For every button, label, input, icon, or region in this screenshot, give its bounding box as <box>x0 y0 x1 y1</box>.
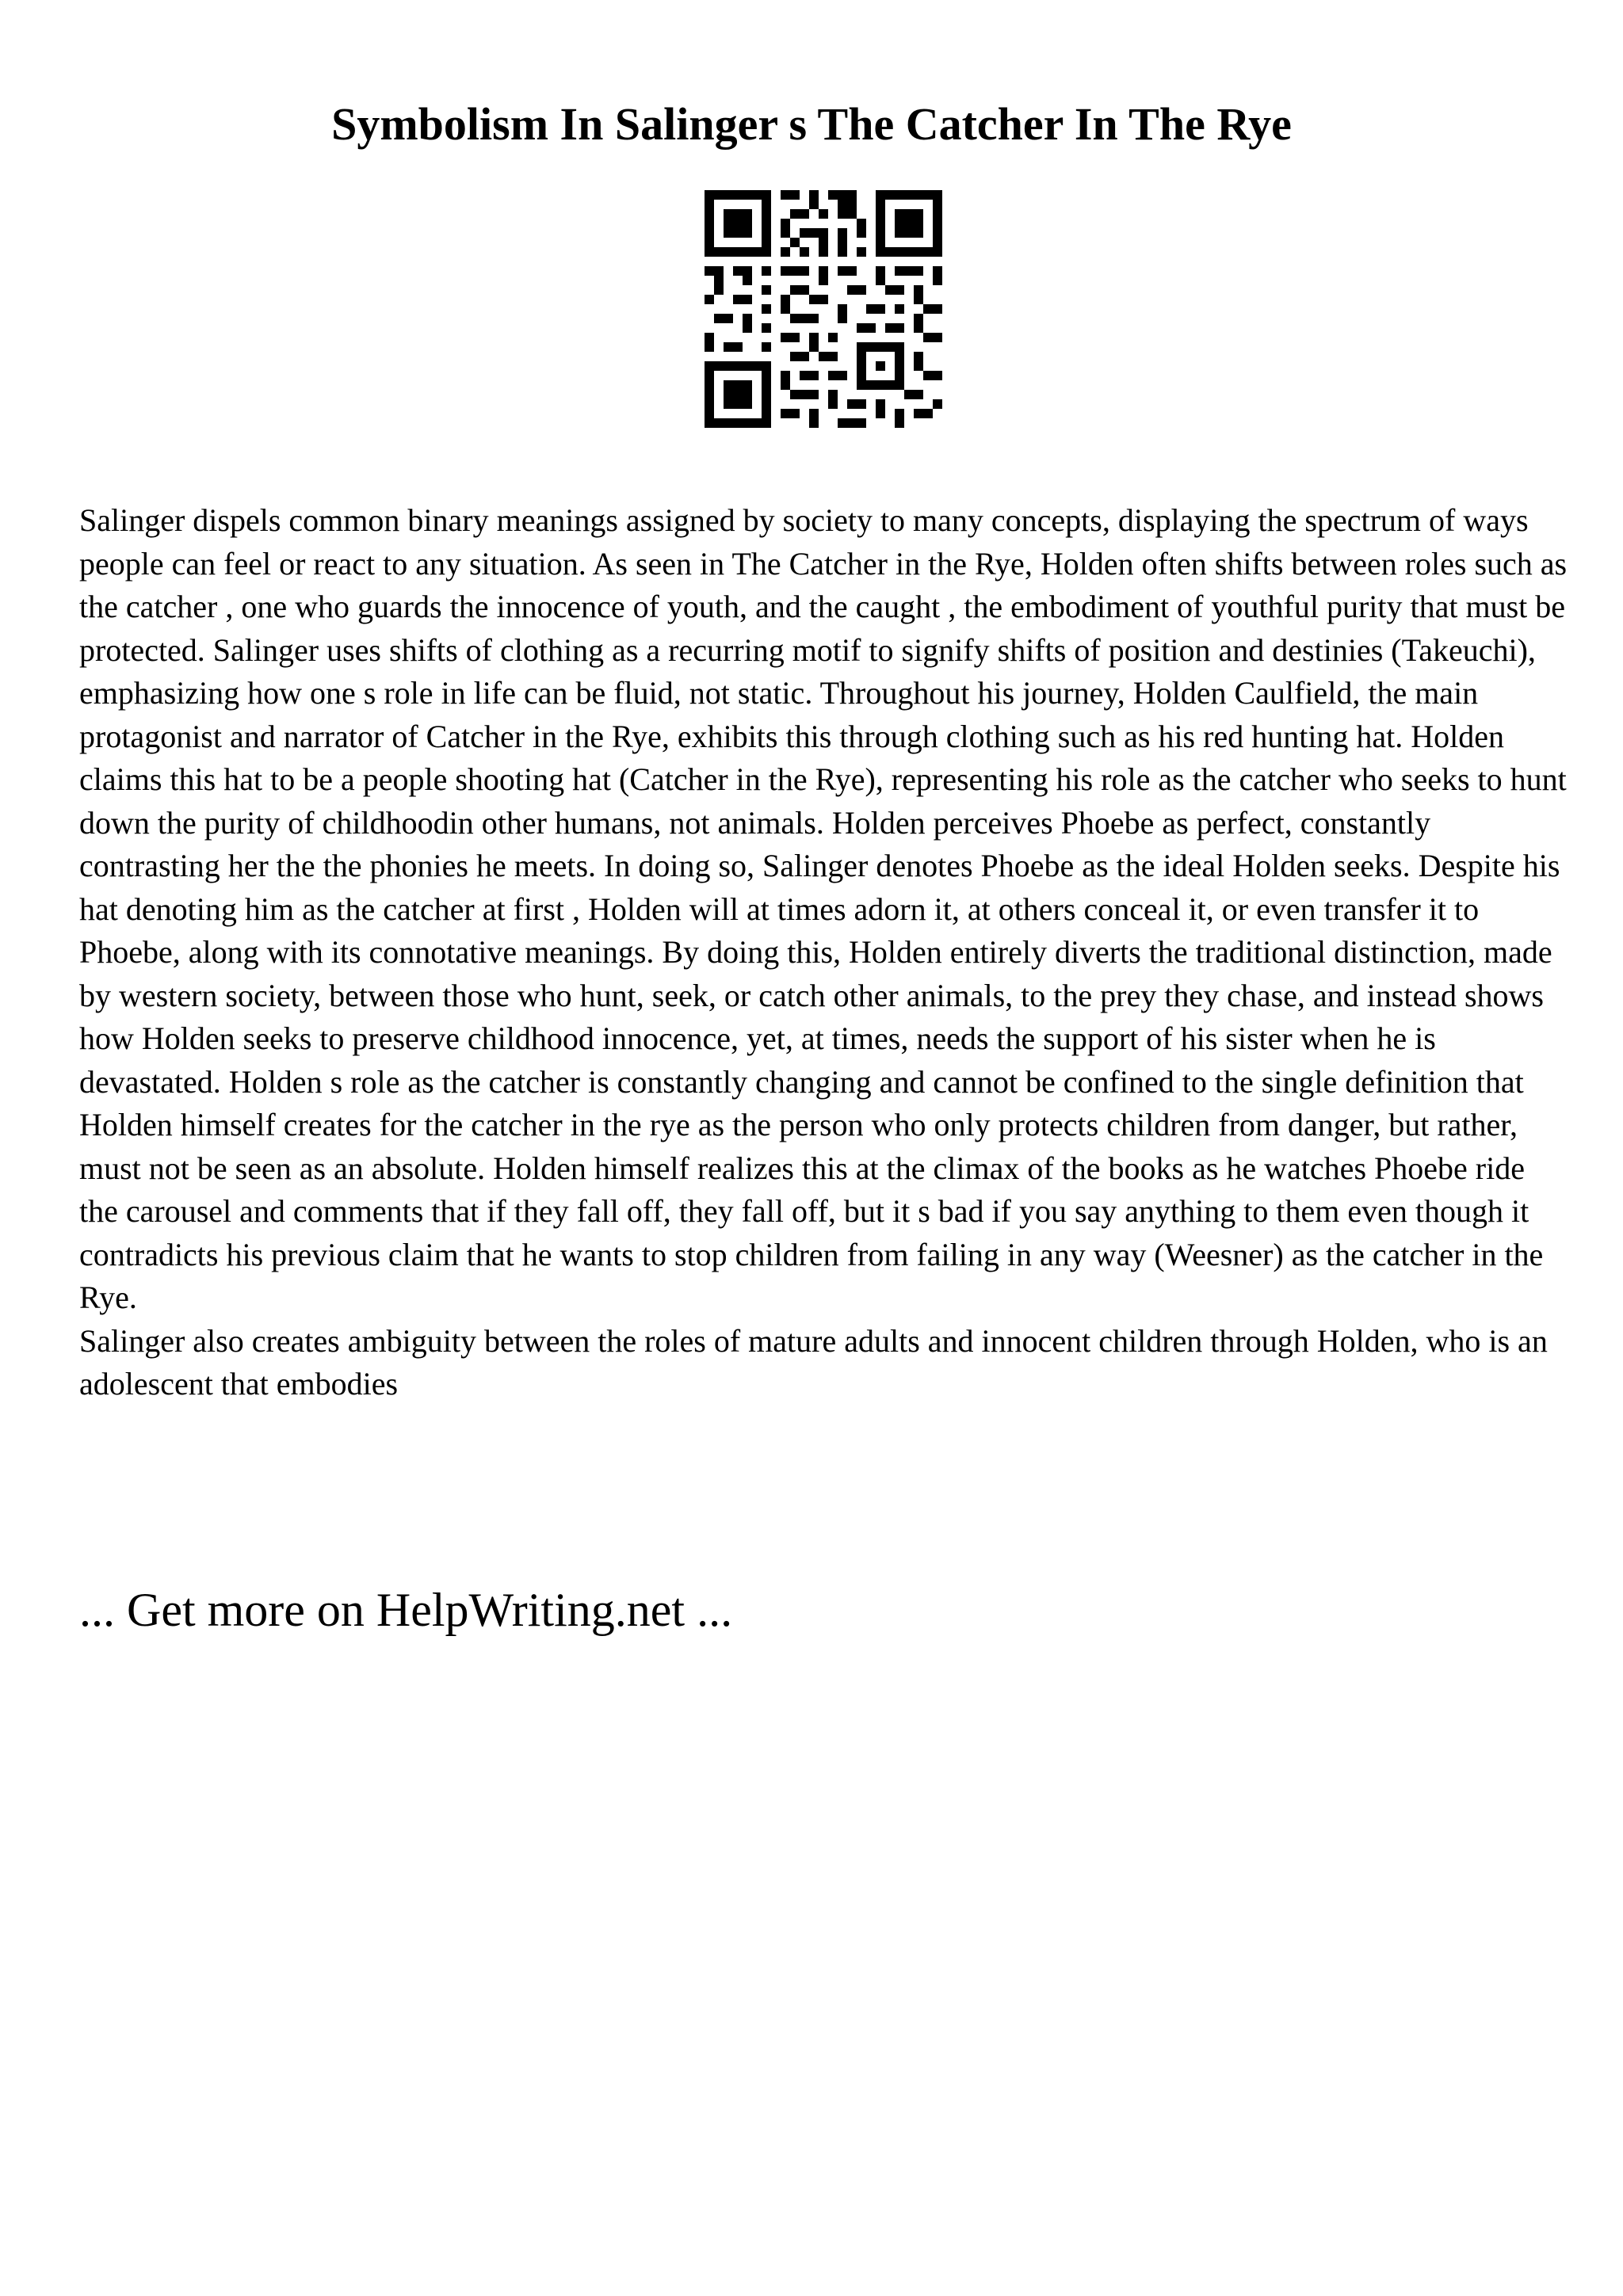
document-title: Symbolism In Salinger s The Catcher In The Rye <box>331 98 1292 150</box>
qr-code-icon[interactable] <box>705 190 942 428</box>
paragraph-2: Salinger also creates ambiguity between the roles of mature adults and innocent children through Holden, who is an adolescent that embodies <box>79 1322 1548 1402</box>
document-body <box>79 499 1569 1406</box>
get-more-link[interactable]: ... Get more on HelpWriting.net ... <box>79 1584 733 1636</box>
paragraph-1: Salinger dispels common binary meanings assigned by society to many concepts, displaying the spectrum of ways people can feel or react to any situation. As seen in The Catcher in the Rye, Holden often shifts between roles such as the catcher , one who guards the innocence of youth, and the caught , the embodiment of youthful purity that must be protected. Salinger uses shifts of clothing as a recurring motif to signify shifts of position and destinies (Takeuchi), emphasizing how one s role in life can be fluid, not static. Throughout his journey, Holden Caulfield, the main protagonist and narrator of Catcher in the Rye, exhibits this through clothing such as his red hunting hat. Holden claims this hat to be a people shooting hat (Catcher in the Rye), representing his role as the catcher who seeks to hunt down the purity of childhoodin other humans, not animals. Holden perceives Phoebe as perfect, constantly contrasting her the the phonies he meets. In doing so, Salinger denotes Phoebe as the ideal Holden seeks. Despite his hat denoting him as the catcher at first , Holden will at times adorn it, at others conceal it, or even transfer it to Phoebe, along with its connotative meanings. By doing this, Holden entirely diverts the traditional distinction, made by western society, between those who hunt, seek, or catch other animals, to the prey they chase, and instead shows how Holden seeks to preserve childhood innocence, yet, at times, needs the support of his sister when he is devastated. Holden s role as the catcher is constantly changing and cannot be confined to the single definition that Holden himself creates for the catcher in the rye as the person who only protects children from danger, but rather, must not be seen as an absolute. Holden himself realizes this at the climax of the books as he watches Phoebe ride the carousel and comments that if they fall off, they fall off, but it s bad if you say anything to them even though it contradicts his previous claim that he wants to stop children from failing in any way (Weesner) as the catcher in the Rye. <box>79 502 1568 1315</box>
